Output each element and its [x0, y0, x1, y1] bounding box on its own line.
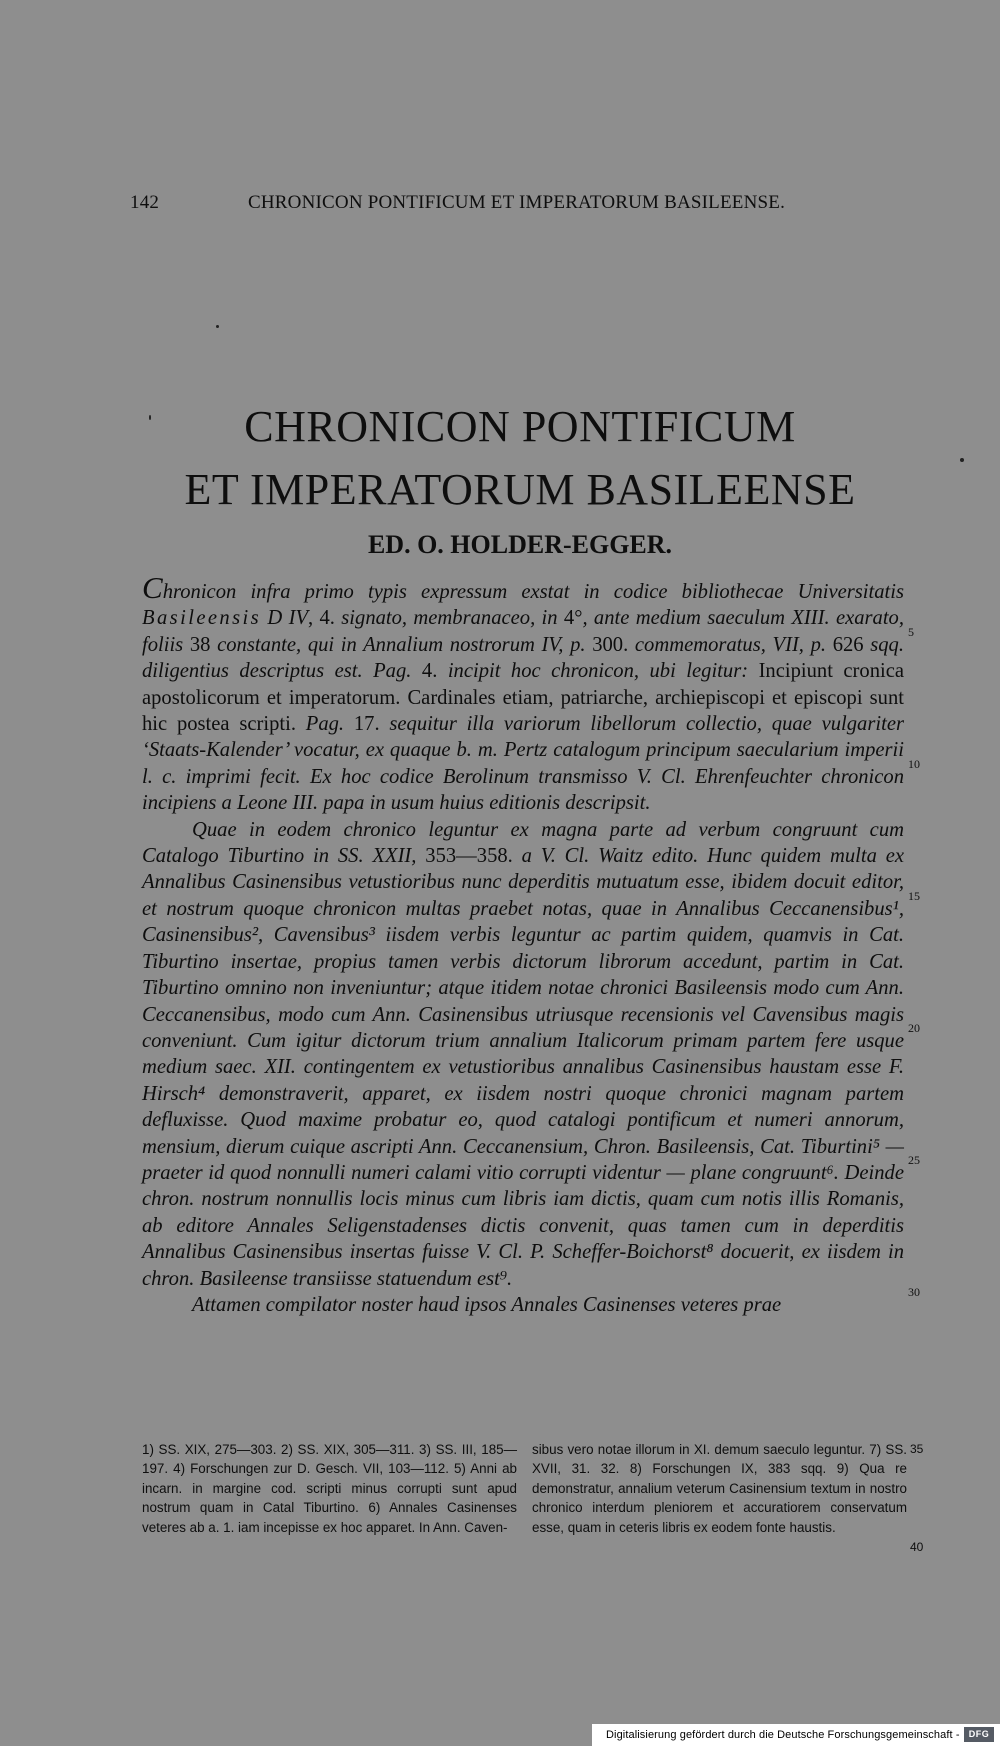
text-run: a V. Cl. Waitz edito. Hunc quidem multa ex Annalibus Casinensibus vetustioribus nunc deperditis mutuatum esse, ibidem docuit editor, et nostrum quoque chronicon multas praebet notas, quae in Annalibus Ceccanensibus¹, Casinensibus², Cavensibus³ iisdem verbis leguntur ac partim quidem, quamvis in Cat. Tiburtino insertae, propius tamen verbis dictorum librorum accedunt, partim in Cat. Tiburtino omnino non inveniuntur; atque itidem notae chronici Basileensis modo cum Ann. Ceccanensibus, modo cum Ann. Casinensibus utriusque recensionis vel Cavensibus magis conveniunt. Cum igitur dictorum trium annalium Italicorum primam partem fere usque medium saec. XII. contingentem ex vetustioribus annalibus Casinensibus haustam esse F. Hirsch⁴ demonstraverit, apparet, ex iisdem nostri quoque chronici magnam partem defluxisse. Quod maxime probatur eo, quod catalogi pontificum et numeri annorum, mensium, dierum cuique ascripti Ann. Ceccanensium, Chron. Basileensis, Cat. Tiburtini⁵ — praeter id quod nonnulli numeri calami vitio corrupti videntur — plane congruunt⁶. Deinde chron. nostrum nonnullis locis minus cum libris iam dictis, quam cum notis illis Romanis, ab editore Annales Seligenstadenses dictis convenit, quas tamen cum in deperditis Annalibus Casinensibus insertas fuisse V. Cl. P. Scheffer-Boichorst⁸ docuerit, ex iisdem in chron. Basileense transiisse statuendum est⁹. — [142, 845, 905, 1290]
text-run: 353—358. — [425, 845, 513, 868]
scan-speck — [960, 458, 964, 462]
text-run: 300. — [592, 633, 629, 656]
scan-speck — [216, 325, 219, 328]
paragraph-1-text — [142, 581, 904, 814]
text-run: 626 — [832, 633, 864, 656]
text-run: commemoratus, VII, p. — [628, 633, 833, 656]
line-number: 5 — [908, 625, 914, 639]
line-number: 40 — [910, 1540, 924, 1554]
line-number: 30 — [908, 1285, 920, 1299]
page-number: 142 — [130, 192, 160, 213]
drop-cap: C — [142, 570, 163, 605]
text-run: Incipiunt cronica apostolicorum et imperatorum. Cardinales etiam, patriarche, archiepiscopi et episcopi sunt hic postea scripti. — [142, 660, 904, 736]
introduction-text — [142, 570, 905, 1318]
text-run: , 4. — [308, 607, 342, 630]
line-number: 15 — [908, 889, 920, 903]
footnotes-left-column — [142, 1440, 517, 1537]
text-run: Quae in eodem chronico leguntur ex magna parte ad verbum congruunt cum Catalogo Tiburtino in SS. XXII, — [142, 818, 904, 868]
line-number: 35 — [910, 1442, 924, 1456]
text-run: 17. — [353, 713, 380, 736]
text-run: , ante medium saeculum XIII. exarato, foliis — [142, 607, 905, 656]
title-line-2: ET IMPERATORUM BASILEENSE — [184, 465, 856, 514]
text-run: incipit hoc chronicon, ubi legitur: — [437, 660, 759, 683]
text-run: 4° — [563, 607, 583, 630]
text-run: 4. — [421, 660, 438, 683]
text-run: constante, qui in Annalium nostrorum IV, p. — [210, 633, 593, 656]
text-run: signato, membranaceo, in — [341, 607, 564, 630]
text-run: Basileensis — [142, 607, 262, 630]
text-run: hronicon infra primo typis expressum exstat in codice bibliothecae Universitatis — [162, 581, 904, 603]
running-title: CHRONICON PONTIFICUM ET IMPERATORUM BASILEENSE. — [248, 192, 786, 213]
editor-line: ED. O. HOLDER-EGGER. — [367, 530, 673, 559]
paragraph-2 — [142, 817, 904, 1292]
line-number: 25 — [908, 1153, 920, 1167]
dfg-logo: DFG — [964, 1727, 994, 1742]
text-run: 38 — [189, 633, 211, 656]
text-run: sequitur illa variorum libellorum collectio, quae vulgariter ‘Staats-Kalender’ vocatur, ex quaque b. m. Pertz catalogum principum saecularium imperii l. c. imprimi fecit. Ex hoc codice Berolinum transmisso V. Cl. Ehrenfeuchter chronicon incipiens a Leone III. papa in usum huius editionis descripsit. — [142, 713, 904, 815]
line-number: 20 — [908, 1021, 920, 1035]
footnotes-right-column — [532, 1440, 907, 1537]
footer-credit: Digitalisierung gefördert durch die Deutsche Forschungsgemeinschaft - — [606, 1729, 960, 1741]
footnotes-right-text: sibus vero notae illorum in XI. demum saeculo leguntur. 7) SS. XVII, 31. 32. 8) Forschungen IX, 383 sqq. 9) Qua re demonstratur, annalium veterum Casinensium textum in nostro chronico interdum pleniorem et accuratiorem conservatum esse, quam in ceteris libris ex eodem fonte haustis. — [532, 1442, 907, 1535]
title-line-1: CHRONICON PONTIFICUM — [244, 402, 796, 451]
paragraph-3: Attamen compilator noster haud ipsos Annales Casinenses veteres prae — [192, 1293, 782, 1316]
paragraph-1 — [142, 570, 905, 817]
digitization-footer — [592, 1724, 1000, 1746]
text-run: Pag. — [305, 713, 354, 736]
text-run: D IV — [261, 607, 309, 630]
footnotes-left-text: 1) SS. XIX, 275—303. 2) SS. XIX, 305—311. 3) SS. III, 185—197. 4) Forschungen zur D. Gesch. VII, 103—112. 5) Anni ab incarn. in margine cod. scripti minus corrupti sunt apud nostrum quam in Catal Tiburtino. 6) Annales Casinenses veteres ab a. 1. iam incepisse ex hoc apparet. In Ann. Caven- — [142, 1442, 517, 1535]
text-run: sqq. diligentius descriptus est. Pag. — [142, 633, 904, 683]
line-number: 10 — [908, 757, 920, 771]
